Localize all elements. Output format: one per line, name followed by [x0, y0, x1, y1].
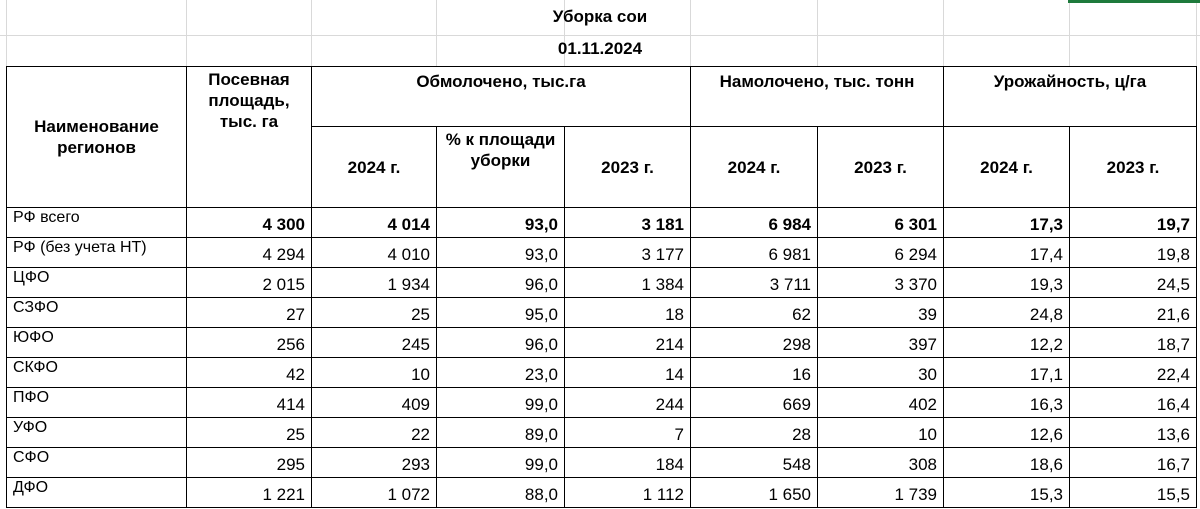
sheet-title: Уборка сои — [552, 7, 648, 26]
threshed-2023-cell: 14 — [565, 358, 691, 388]
pct-area-cell: 93,0 — [437, 238, 565, 268]
threshed-2023-cell: 3 177 — [565, 238, 691, 268]
header-pct-area: % к площади уборки — [437, 127, 565, 208]
header-yield-2023: 2023 г. — [1070, 127, 1197, 208]
pct-area-cell: 93,0 — [437, 208, 565, 238]
yield-2024-cell: 12,6 — [944, 418, 1070, 448]
yield-2023-cell: 22,4 — [1070, 358, 1197, 388]
region-name: ПФО — [7, 388, 187, 418]
harvested-2023-cell: 402 — [818, 388, 944, 418]
threshed-2023-cell: 18 — [565, 298, 691, 328]
harvested-2024-cell: 669 — [691, 388, 818, 418]
header-yield: Урожайность, ц/га — [944, 67, 1197, 127]
pct-area-cell: 95,0 — [437, 298, 565, 328]
header-harvested-2024: 2024 г. — [691, 127, 818, 208]
harvested-2024-cell: 16 — [691, 358, 818, 388]
table-row — [7, 328, 1197, 358]
region-name: РФ (без учета НТ) — [7, 238, 187, 268]
threshed-2023-cell: 7 — [565, 418, 691, 448]
harvested-2023-cell: 1 739 — [818, 478, 944, 508]
table-row — [7, 418, 1197, 448]
threshed-2023-cell: 214 — [565, 328, 691, 358]
yield-2024-cell: 17,4 — [944, 238, 1070, 268]
threshed-2024-cell: 293 — [312, 448, 437, 478]
sown-area-cell: 4 294 — [187, 238, 312, 268]
harvest-table — [6, 66, 1197, 508]
harvested-2023-cell: 6 301 — [818, 208, 944, 238]
yield-2024-cell: 15,3 — [944, 478, 1070, 508]
threshed-2024-cell: 4 010 — [312, 238, 437, 268]
harvested-2024-cell: 298 — [691, 328, 818, 358]
table-row — [7, 208, 1197, 238]
yield-2024-cell: 17,3 — [944, 208, 1070, 238]
yield-2024-cell: 17,1 — [944, 358, 1070, 388]
sown-area-cell: 42 — [187, 358, 312, 388]
sown-area-cell: 27 — [187, 298, 312, 328]
yield-2023-cell: 19,8 — [1070, 238, 1197, 268]
table-row — [7, 298, 1197, 328]
threshed-2024-cell: 10 — [312, 358, 437, 388]
threshed-2023-cell: 1 112 — [565, 478, 691, 508]
yield-2024-cell: 12,2 — [944, 328, 1070, 358]
header-threshed-2023: 2023 г. — [565, 127, 691, 208]
threshed-2024-cell: 1 072 — [312, 478, 437, 508]
threshed-2024-cell: 245 — [312, 328, 437, 358]
sown-area-cell: 4 300 — [187, 208, 312, 238]
harvested-2023-cell: 30 — [818, 358, 944, 388]
harvested-2024-cell: 6 984 — [691, 208, 818, 238]
harvested-2023-cell: 6 294 — [818, 238, 944, 268]
yield-2023-cell: 15,5 — [1070, 478, 1197, 508]
pct-area-cell: 23,0 — [437, 358, 565, 388]
pct-area-cell: 99,0 — [437, 388, 565, 418]
harvested-2024-cell: 1 650 — [691, 478, 818, 508]
region-name: СКФО — [7, 358, 187, 388]
sown-area-cell: 295 — [187, 448, 312, 478]
region-name: ЦФО — [7, 268, 187, 298]
yield-2024-cell: 16,3 — [944, 388, 1070, 418]
yield-2023-cell: 18,7 — [1070, 328, 1197, 358]
harvested-2023-cell: 39 — [818, 298, 944, 328]
header-yield-2024: 2024 г. — [944, 127, 1070, 208]
region-name: ДФО — [7, 478, 187, 508]
harvested-2023-cell: 308 — [818, 448, 944, 478]
table-row — [7, 268, 1197, 298]
yield-2023-cell: 19,7 — [1070, 208, 1197, 238]
harvested-2024-cell: 3 711 — [691, 268, 818, 298]
threshed-2024-cell: 1 934 — [312, 268, 437, 298]
table-row — [7, 478, 1197, 508]
pct-area-cell: 96,0 — [437, 328, 565, 358]
threshed-2024-cell: 409 — [312, 388, 437, 418]
table-row — [7, 448, 1197, 478]
report-date: 01.11.2024 — [557, 39, 643, 58]
region-name: СЗФО — [7, 298, 187, 328]
yield-2023-cell: 16,7 — [1070, 448, 1197, 478]
threshed-2023-cell: 244 — [565, 388, 691, 418]
yield-2023-cell: 24,5 — [1070, 268, 1197, 298]
yield-2023-cell: 21,6 — [1070, 298, 1197, 328]
sown-area-cell: 25 — [187, 418, 312, 448]
sown-area-cell: 2 015 — [187, 268, 312, 298]
harvested-2024-cell: 548 — [691, 448, 818, 478]
harvested-2023-cell: 3 370 — [818, 268, 944, 298]
harvested-2023-cell: 397 — [818, 328, 944, 358]
pct-area-cell: 96,0 — [437, 268, 565, 298]
sown-area-cell: 414 — [187, 388, 312, 418]
threshed-2023-cell: 3 181 — [565, 208, 691, 238]
region-name: УФО — [7, 418, 187, 448]
threshed-2024-cell: 22 — [312, 418, 437, 448]
table-row — [7, 388, 1197, 418]
threshed-2024-cell: 25 — [312, 298, 437, 328]
pct-area-cell: 88,0 — [437, 478, 565, 508]
header-sown-area: Посевная площадь, тыс. га — [187, 67, 312, 208]
selected-cell-indicator[interactable] — [1068, 0, 1200, 3]
harvested-2024-cell: 62 — [691, 298, 818, 328]
yield-2024-cell: 18,6 — [944, 448, 1070, 478]
threshed-2024-cell: 4 014 — [312, 208, 437, 238]
pct-area-cell: 89,0 — [437, 418, 565, 448]
yield-2023-cell: 13,6 — [1070, 418, 1197, 448]
table-row — [7, 358, 1197, 388]
threshed-2023-cell: 184 — [565, 448, 691, 478]
region-name: ЮФО — [7, 328, 187, 358]
header-harvested: Намолочено, тыс. тонн — [691, 67, 944, 127]
table-row — [7, 238, 1197, 268]
yield-2024-cell: 19,3 — [944, 268, 1070, 298]
sown-area-cell: 256 — [187, 328, 312, 358]
pct-area-cell: 99,0 — [437, 448, 565, 478]
harvested-2024-cell: 6 981 — [691, 238, 818, 268]
harvested-2023-cell: 10 — [818, 418, 944, 448]
header-threshed: Обмолочено, тыс.га — [312, 67, 691, 127]
region-name: СФО — [7, 448, 187, 478]
yield-2023-cell: 16,4 — [1070, 388, 1197, 418]
harvested-2024-cell: 28 — [691, 418, 818, 448]
yield-2024-cell: 24,8 — [944, 298, 1070, 328]
threshed-2023-cell: 1 384 — [565, 268, 691, 298]
region-name: РФ всего — [7, 208, 187, 238]
header-harvested-2023: 2023 г. — [818, 127, 944, 208]
header-region: Наименование регионов — [7, 67, 187, 208]
sown-area-cell: 1 221 — [187, 478, 312, 508]
header-threshed-2024: 2024 г. — [312, 127, 437, 208]
